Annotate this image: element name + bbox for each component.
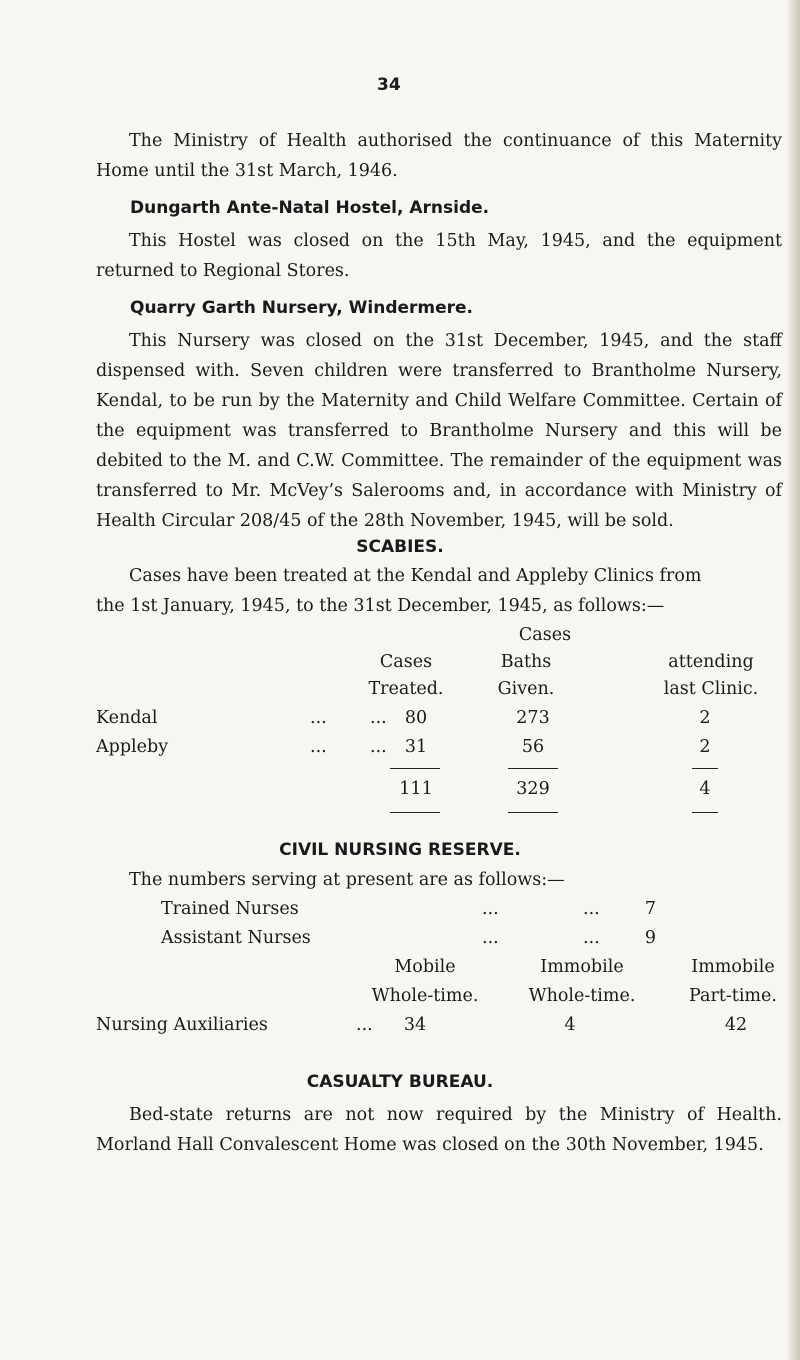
row-label: Appleby <box>96 737 169 757</box>
immobile-whole-value: 4 <box>564 1015 576 1035</box>
cases-treated-value: 31 <box>404 737 428 757</box>
leader-dots: ... <box>583 928 600 948</box>
immobile-part-value: 42 <box>724 1015 748 1035</box>
scabies-heading: SCABIES. <box>356 537 444 557</box>
civil-intro: The numbers serving at present are as follows:— <box>129 870 565 890</box>
treated-header-1: Cases <box>379 652 433 672</box>
leader-dots: ... <box>482 928 499 948</box>
baths-given-value: 56 <box>521 737 545 757</box>
page-number: 34 <box>377 75 401 95</box>
leader-dots: ... <box>356 1015 373 1035</box>
row-label: Nursing Auxiliaries <box>96 1015 268 1035</box>
leader-dots: ... <box>482 899 499 919</box>
leader-dots: ... <box>370 737 387 757</box>
immobile-whole-header-2: Whole-time. <box>528 986 636 1006</box>
casualty-paragraph: Bed-state returns are not now required by the Ministry of Health. Morland Hall Convalescent Home was closed on the 30th November, 1945. <box>96 1105 782 1155</box>
leader-dots: ... <box>310 737 327 757</box>
cases-treated-total: 111 <box>399 779 433 799</box>
intro-paragraph: The Ministry of Health authorised the continuance of this Maternity Home until the 31st March, 1946. <box>96 131 782 181</box>
baths-given-value: 273 <box>516 708 550 728</box>
leader-dots: ... <box>583 899 600 919</box>
baths-header-1: Baths <box>500 652 552 672</box>
mobile-header-2: Whole-time. <box>371 986 479 1006</box>
immobile-part-header-2: Part-time. <box>689 986 777 1006</box>
baths-given-total: 329 <box>516 779 550 799</box>
leader-dots: ... <box>370 708 387 728</box>
scabies-intro-line2: the 1st January, 1945, to the 31st December, 1945, as follows:— <box>96 596 665 616</box>
civil-nursing-heading: CIVIL NURSING RESERVE. <box>279 840 521 860</box>
baths-header-2: Given. <box>497 679 555 699</box>
quarry-paragraph: This Nursery was closed on the 31st December, 1945, and the staff dispensed with. Seven children were transferred to Brantholme Nursery, Kendal, to be run by the Maternity and Child Welfare Committee. Certain of the equipment was transferred to Brantholme Nursery and this will be debited to the M. and C.W. Committee. The remainder of the equipment was transferred to Mr. McVey’s Salerooms and, in accordance with Ministry of Health Circular 208/45 of the 28th November, 1945, will be sold. <box>96 331 782 531</box>
cases-treated-value: 80 <box>404 708 428 728</box>
total-rule <box>508 768 558 769</box>
immobile-whole-header-1: Immobile <box>540 957 624 977</box>
cases-attending-value: 2 <box>699 708 711 728</box>
total-rule <box>390 768 440 769</box>
page-edge-shadow <box>786 0 800 1360</box>
mobile-header-1: Mobile <box>394 957 456 977</box>
row-label: Kendal <box>96 708 158 728</box>
dungarth-heading: Dungarth Ante-Natal Hostel, Arnside. <box>130 198 490 218</box>
attending-header-3: last Clinic. <box>663 679 759 699</box>
attending-header-1: Cases <box>518 625 572 645</box>
total-rule <box>390 812 440 813</box>
cases-attending-total: 4 <box>699 779 711 799</box>
mobile-value: 34 <box>403 1015 427 1035</box>
total-rule <box>508 812 558 813</box>
cases-attending-value: 2 <box>699 737 711 757</box>
row-label: Assistant Nurses <box>161 928 311 948</box>
trained-nurses-value: 7 <box>644 899 656 919</box>
attending-header-2: attending <box>668 652 754 672</box>
total-rule <box>692 812 718 813</box>
assistant-nurses-value: 9 <box>644 928 656 948</box>
immobile-part-header-1: Immobile <box>691 957 775 977</box>
scabies-intro-line1: Cases have been treated at the Kendal and Appleby Clinics from <box>129 566 702 586</box>
row-label: Trained Nurses <box>161 899 299 919</box>
total-rule <box>692 768 718 769</box>
leader-dots: ... <box>310 708 327 728</box>
treated-header-2: Treated. <box>368 679 444 699</box>
dungarth-paragraph: This Hostel was closed on the 15th May, 1945, and the equipment returned to Regional Stores. <box>96 231 782 281</box>
casualty-heading: CASUALTY BUREAU. <box>306 1072 494 1092</box>
quarry-heading: Quarry Garth Nursery, Windermere. <box>130 298 474 318</box>
